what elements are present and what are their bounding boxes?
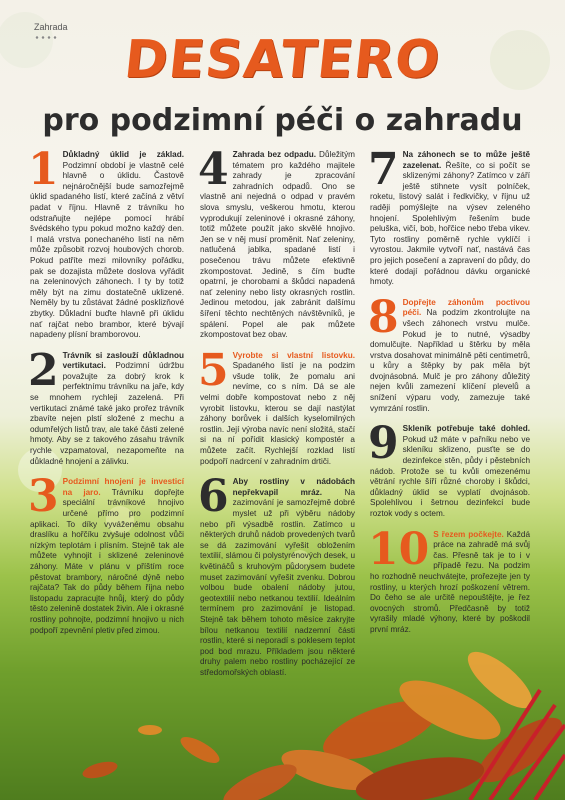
tip-number: 5 <box>198 344 229 396</box>
tip-9 <box>368 418 530 519</box>
page-title: DESATERO <box>121 30 444 90</box>
tip-number: 4 <box>198 144 229 195</box>
tip-1 <box>28 144 184 341</box>
tip-text: Pokud už máte v pařníku nebo ve skleníku sklizeno, pusťte se do dezinfekce stěn, půdy i pěstebních nádob. Protože se tu kvůli omezenému větrání rychle šíří různé choroby i škůdci, důkladný úklid se vyplatí dvojnásob. Spolehlivou i šetrnou dezinfekcí bude roztok vody s octem. <box>370 434 530 518</box>
tip-heading: Důkladný úklid je základ. <box>62 150 184 159</box>
tip-number: 2 <box>28 344 59 396</box>
tip-number: 7 <box>368 144 399 195</box>
tip-heading: Trávník si zaslouží důkladnou vertikutaci. <box>62 350 184 371</box>
column-3 <box>368 144 531 646</box>
tip-text: Řešíte, co si počít se sklizenými záhony? Zatímco v září ještě stihnete vysít polníček, roketu, listový salát i ředkvičky, v říjnu už raději pomýšlejte na výsev zeleného hnojení. Spolehlivým řešením bude peluška, vičí, bob, hořčice nebo třeba vikev. Tyto rostliny poměrně rychle vyklíčí i vyrostou. Jakmile vytvoří nať, nastává čas pro jejich posečení a zapravení do půdy, do které dodají pořádnou dávku organické hmoty. <box>370 160 530 287</box>
tip-7 <box>368 144 530 288</box>
tip-heading: Dopřejte záhonům poctivou péči. <box>402 297 530 318</box>
tip-text: Podzimní údržbu považujte za dobrý krok k perfektnímu trávníku na jaře, kdy se mnohem rychleji zazelená. Při vertikutaci známé také jako prořez trávník zbavíte nejen plstí složené z mechu a odumřelých listů trav, ale také části zelené hmoty. Aby se z takového zásahu trávník rychle vzpamatoval, nezapomeňte na důkladné hnojení a zálivku. <box>30 361 184 466</box>
tip-text: Spadaného listí je na podzim všude tolik, že pomalu ani nevíme, co s ním. Dá se ale velmi dobře kompostovat nebo z něj vyrobit listovku, kterou se dají nastýlat záhony borůvek i dalších kyselomilných rostlin. Její výroba navíc není složitá, stačí si na ní pořídit klasický kompostér a můžete začít. Rychlejší rozklad listí podpoří nadrcení v zahradním drtiči. <box>200 361 355 466</box>
tip-text: Trávníku dopřejte speciální trávníkové hnojivo určené přímo pro podzimní aplikaci. To díky vyváženému obsahu draslíku a hořčíku zvyšuje odolnost vůči nízkým teplotám i plísním. Stejně tak ale můžete vyhnojit i sklizené zeleninové záhony. Máte v plánu v příštím roce pěstovat brambory, náročné dýně nebo rajčata? Tak do půdy během října nebo listopadu zapracujte hnůj, který do půdy těsto zelenině dostatek živin. Ale i okrasné rostliny pohnojte, podzimní hnojivo u nich podpoří zpevnění pletiv před zimou. <box>30 487 184 635</box>
tip-number: 3 <box>28 471 59 523</box>
tip-8 <box>368 291 530 415</box>
tip-heading: Aby rostliny v nádobách nepřekvapil mráz. <box>232 477 355 497</box>
section-label: Zahrada <box>34 22 68 32</box>
tip-heading: Skleník potřebuje také dohled. <box>402 424 530 434</box>
tip-number: 1 <box>28 144 59 195</box>
tip-heading: Podzimní hnojení je investicí na jaro. <box>62 477 184 497</box>
tip-heading: Na záhonech se to může ještě zazelenat. <box>402 150 530 170</box>
tip-heading: Vyrobte si vlastní listovku. <box>232 350 355 360</box>
tip-number: 10 <box>368 523 430 575</box>
tip-text: Každá práce na zahradě má svůj čas. Přesně tak je to i v případě řezu. Na podzim ho rozhodně neuchvátejte, prořezejte jen ty rostliny, u kterých hrozí poškození větrem. Do čeho se ale určitě nepouštějte, je řez ovocných stromů. Předčasně by totiž vyrašily mladé výhony, které by poškodil první mráz. <box>370 529 531 634</box>
tip-text: Na zazimování je samozřejmě dobré myslet už při výběru nádoby nebo při výsadbě rostlin. Zatímco u některých druhů nádob provedených tvarů se dá zazimování vyřešit obložením textilií, slámou či polystyrénových desek, u květináčů s kruhovým půdorysem budete muset zazimování vyřešit zvenku. Dobrou volbou bude obalení nádoby jutou, geotextilií nebo netkanou textilií. Ideálním termínem pro zazimování je listopad. Stejně tak během tohoto měsíce zakryjte bílou netkanou textilií nadzemní části rostlin, které si neporadí s poklesem teplot pod bod mrazu. Příkladem jsou některé druhy palem nebo rostliny pocházející ze středomořských oblastí. <box>200 487 356 677</box>
page-subtitle: pro podzimní péči o zahradu <box>42 103 523 138</box>
column-2 <box>198 144 356 689</box>
tip-3 <box>28 471 184 636</box>
tip-text: Důležitým tématem pro každého majitele zahrady je zpracování zahradních odpadů. Ono se vlastně ani nejedná o odpad v pravém slova smyslu, veškerou hmotu, kterou vyprodukují zeleninové i okrasné záhony, totiž můžete použít jako skvělé hnojivo. Jen se v něj musí proměnit. Nať zeleniny, natlučená jablka, spadané listí i posečenou trávu můžete efektivně zkompostovat. Jedině, s čím buďte opatrní, je chorobami a škůdci napadená nať zeleniny nebo listy okrasných rostlin. Jedinou metodou, jak zabránit dalšímu šíření těchto nechtěných návštěvníků, je spálení. Popel ale pak můžete zkompostovat bez obav. <box>200 150 355 340</box>
tip-text: Podzimní období je vlastně celé hlavně o úklidu. Častově nejnáročnější bude samozřejmě úklid spadaného listí, které začíná z větví padat v říjnu. Hlavně z trávníku ho odstraňujte nejlépe pomocí hrábí švédského typu pokud možno každý den. I malá vrstva ponechaného listí na něm může způsobit rozvoj houbových chorob. Pokud patříte mezi milovníky pořádku, pak se dozajista můžete doslova vyřádit na zeleninových záhonech. I ty by totiž měly být na zimu dostatečně uklizené. Neměly by tu zůstávat žádné posklizňové zbytky. Důkladní buďte hlavně při úklidu nať rajčat nebo brambor, které bývají napadeny plísní bramborovou. <box>30 160 184 340</box>
tip-5 <box>198 344 355 468</box>
tip-heading: Zahrada bez odpadu. <box>232 150 317 159</box>
tip-number: 9 <box>368 418 399 470</box>
tip-2 <box>28 344 184 468</box>
tip-6 <box>198 471 356 678</box>
tip-number: 6 <box>198 471 229 523</box>
tip-heading: S řezem počkejte. <box>433 529 504 539</box>
tip-4 <box>198 144 355 341</box>
tip-number: 8 <box>368 291 399 343</box>
column-1 <box>28 144 184 646</box>
tip-text: Na podzim zkontrolujte na všech záhonech vrstvu mulče. Pokud je to nutné, výsadby domulčujte. Například u štěrku by měla vrstva dosahovat minimálně pěti centimetrů, u kůry a štěpky by pak měla být dvojnásobná. Mulč je pro záhony důležitý nejen kvůli zamezení klíčení plevelů a snížení výparu vody, zamezuje také vymrzání rostlin. <box>370 308 530 413</box>
tip-10 <box>368 523 531 636</box>
